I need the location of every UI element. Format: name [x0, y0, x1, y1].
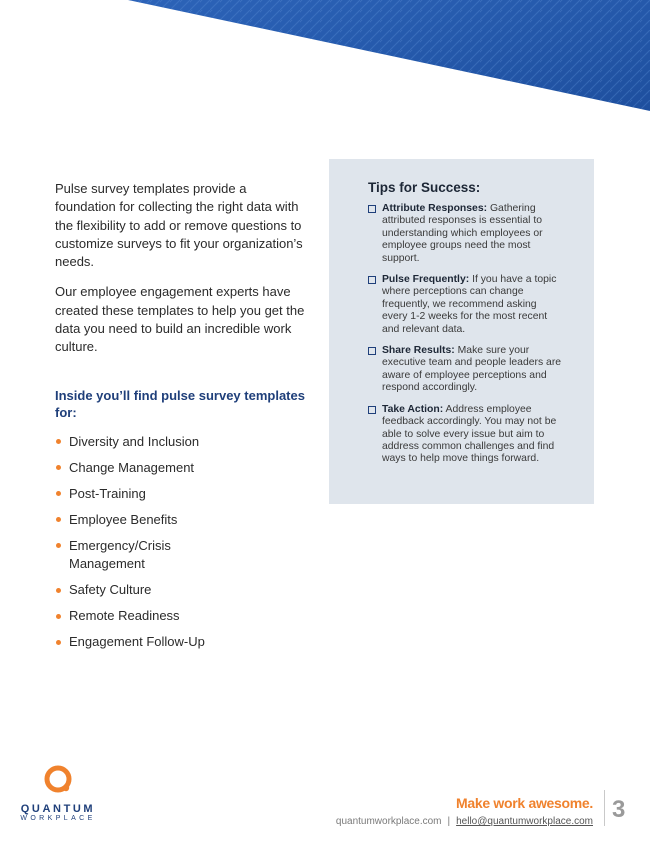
footer-separator: |	[447, 816, 451, 827]
templates-heading: Inside you’ll find pulse survey templates for:	[55, 387, 305, 420]
bullet-dot-icon	[56, 614, 61, 619]
header-banner	[0, 0, 650, 115]
tip-item	[368, 274, 564, 336]
bullet-dot-icon	[56, 491, 61, 496]
email-link[interactable]: hello@quantumworkplace.com	[456, 816, 593, 827]
website-link[interactable]: quantumworkplace.com	[335, 816, 442, 827]
tip-label: Pulse Frequently:	[382, 274, 470, 286]
tip-label: Take Action:	[382, 403, 444, 415]
logo-subtitle: WORKPLACE	[20, 815, 96, 822]
tips-title: Tips for Success:	[368, 180, 481, 195]
intro-column	[55, 180, 305, 659]
tip-label: Share Results:	[382, 345, 455, 357]
bullet-dot-icon	[56, 517, 61, 522]
list-item: Emergency/Crisis Management	[55, 537, 219, 574]
footer-contact	[336, 795, 593, 827]
list-item: Employee Benefits	[55, 511, 219, 530]
list-item: Safety Culture	[55, 581, 219, 600]
checkbox-icon	[368, 276, 376, 284]
list-item: Engagement Follow-Up	[55, 633, 219, 652]
tip-text: Address employee feedback accordingly. You may not be able to solve every issue but aim to address common challenges and find ways to help move things forward.	[382, 403, 557, 465]
intro-paragraph-2: Our employee engagement experts have created these templates to help you get the data you need to build an incredible work culture.	[55, 284, 305, 355]
tip-item	[368, 345, 564, 395]
checkbox-icon	[368, 205, 376, 213]
bullet-dot-icon	[56, 543, 61, 548]
bullet-dot-icon	[56, 640, 61, 645]
list-item: Diversity and Inclusion	[55, 433, 219, 452]
tip-label: Attribute Responses:	[382, 203, 488, 214]
list-item: Change Management	[55, 459, 219, 478]
tip-text: Gathering attributed responses is essential to understanding which employees or employee groups need the most support.	[382, 203, 543, 264]
logo-wordmark: QUANTUM	[20, 803, 96, 815]
tip-text: If you have a topic where perceptions can change frequently, we recommend asking every 1-2 weeks for the most recent and relevant data.	[382, 274, 557, 335]
bullet-dot-icon	[56, 588, 61, 593]
tips-panel	[329, 159, 594, 504]
tagline: Make work awesome.	[456, 795, 593, 811]
footer-divider	[604, 790, 605, 826]
logo-q-icon	[41, 764, 75, 796]
bullet-dot-icon	[56, 439, 61, 444]
intro-paragraph-1: Pulse survey templates provide a foundation for collecting the right data with the flexibility to add or remove questions to customize surveys to fit your organization’s needs.	[55, 181, 303, 270]
tip-item	[368, 404, 564, 466]
quantum-workplace-logo	[18, 764, 98, 828]
checkbox-icon	[368, 406, 376, 414]
tip-text: Make sure your executive team and people leaders are aware of employee perceptions and respond accordingly.	[382, 345, 562, 394]
templates-list	[55, 433, 305, 652]
checkbox-icon	[368, 347, 376, 355]
list-item: Remote Readiness	[55, 607, 219, 626]
bullet-dot-icon	[56, 465, 61, 470]
page-number: 3	[612, 796, 626, 823]
list-item: Post-Training	[55, 485, 219, 504]
tip-item	[368, 203, 564, 265]
